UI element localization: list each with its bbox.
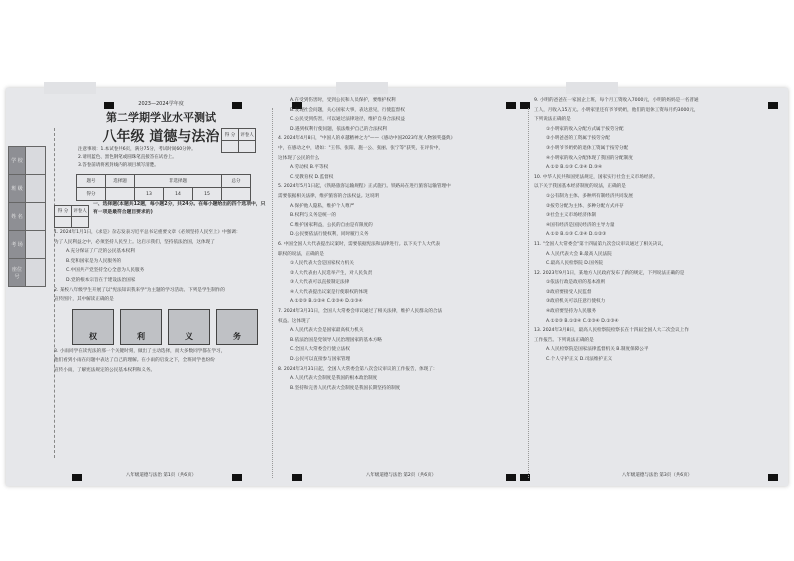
question-text: 13. 2024年3月8日，最高人民检察院检察长在十四届全国人大二次会议上作: [534, 328, 689, 334]
answer-option[interactable]: C.公民受到伤害，可以通过法律途径，维护自身合法权益: [290, 117, 405, 123]
answer-option[interactable]: ③人大代表可以直接制定法律: [290, 280, 350, 286]
question-text: 他们看到小雨在问题中表达了自己的理解。在小雨的启发之下，全班同学也纷纷: [54, 358, 215, 364]
answer-option[interactable]: ①小明家的收入分配方式属于按劳分配: [546, 126, 624, 132]
answer-option[interactable]: ③社会主义市场经济体制: [546, 213, 597, 219]
class-label: 班 级: [9, 175, 26, 203]
answer-option[interactable]: ④小明家的收入分配体现了我国的分配制度: [546, 155, 633, 161]
grader-cell[interactable]: [239, 141, 256, 153]
answer-option[interactable]: A.①②③ B.①②④ C.②③④ D.①③④: [290, 299, 363, 305]
part-score-box: [54, 205, 89, 228]
answer-option[interactable]: C.受教育权 D.监督权: [290, 174, 334, 180]
score-row-label: 得分: [77, 188, 106, 201]
exam-room-field[interactable]: [26, 231, 46, 259]
page-footer: 八年级道德与法治 第3页（共6页）: [621, 473, 693, 478]
poster-character: 权: [89, 331, 97, 341]
answer-option[interactable]: ①依法行政是政府的基本准则: [546, 280, 606, 286]
poster-character: 义: [185, 331, 193, 341]
score-question-number: 15: [193, 188, 222, 201]
paper-tab: [44, 82, 96, 94]
exam-paper-sheet: [6, 88, 788, 486]
poster-image: [72, 309, 114, 345]
part-score-label: 得 分: [55, 206, 72, 217]
question-text: 中，在感动之中，诸如："王伟、张阳、施一公、张丽、张宁等"获奖，在评价中，: [278, 145, 444, 151]
poster-images: [72, 309, 268, 345]
instruction-line: 注意事项：1.本试卷共6页，满分75分，考试时间60分钟。: [78, 147, 196, 152]
exam-room-label: 考 场: [9, 231, 26, 259]
answer-option[interactable]: D.公民要依法行使权利，同时履行义务: [290, 232, 369, 238]
question-text: 3. 小雨同学在读宪法的那一个关键时刻，做出了主动选择，而大多数同学都在学习，: [54, 348, 226, 354]
answer-option[interactable]: ④国有经济是国民经济的主导力量: [546, 222, 615, 228]
question-text: 6. 中国全国人大代表提出议案时，需要依据宪法和法律进行。以下关于人大代表: [278, 241, 441, 247]
answer-option[interactable]: D.公民可以直接参与国家管理: [290, 357, 351, 363]
page-2-column: [278, 96, 524, 481]
school-field[interactable]: [26, 147, 46, 175]
binding-strip: [6, 128, 55, 458]
answer-option[interactable]: ③政府机关可以任意行使权力: [546, 299, 606, 305]
answer-option[interactable]: ④人大代表提出议案是行使职权的体现: [290, 289, 368, 295]
exam-subject: 八年级 道德与法治: [102, 129, 220, 145]
answer-option[interactable]: ②人大代表由人民选举产生，对人民负责: [290, 270, 373, 276]
poster-character: 务: [233, 331, 241, 341]
score-cell[interactable]: [222, 141, 239, 153]
answer-option[interactable]: A.在受到伤害时，受到公民和人员保护，要维护权利: [290, 98, 396, 103]
answer-option[interactable]: A.劳动权 B.平等权: [290, 165, 329, 171]
paper-tab: [336, 82, 388, 94]
header-score-box: [221, 128, 256, 153]
grader-cell-label: 评卷人: [239, 129, 256, 141]
score-cell[interactable]: [106, 188, 135, 201]
question-text: 以下关于我国基本经济制度的说法，正确的是: [534, 184, 626, 190]
question-text: 10. 中华人民共和国宪法规定，国家实行社会主义市场经济。: [534, 174, 658, 180]
part-one-title: 一、选择题(本题共12题，每小题2分，共24分。在每小题给出的四个选项中，只有一项是最符合题目要求的): [93, 202, 266, 215]
answer-option[interactable]: C.最高人民检察院 D.国务院: [546, 261, 604, 267]
student-info-table: [8, 146, 46, 287]
answer-option[interactable]: B.权利与义务是统一的: [290, 213, 336, 219]
question-text: 2. 某校八年级学生开展了以"宪法知识我来学"为主题的学习活动。下列是学生制作的: [54, 287, 225, 293]
score-question-number: 14: [164, 188, 193, 201]
answer-option[interactable]: B.坚持和完善人民代表大会制度是我国长期坚持的制度: [290, 385, 401, 391]
question-text: 1. 2024年1月1日，《求是》杂志发表习近平总书记重要文章《必须坚持人民至上》中强调：: [54, 230, 241, 235]
question-text: 4. 2024年4月8日，"中国人的卓越精神之力"——《感动中国2023年度人物颁奖盛典》: [278, 136, 456, 142]
part-grader-label: 评卷人: [72, 206, 89, 217]
score-table-header: 总分: [222, 175, 251, 188]
page-footer: 八年级道德与法治 第1页（共6页）: [125, 473, 197, 478]
answer-option[interactable]: C.中国共产党坚持全心全意为人民服务: [66, 268, 145, 274]
score-table-header: 选择题: [106, 175, 135, 188]
question-text: 宣传图片，其中解读正确的是: [54, 297, 114, 303]
question-text: 8. 2024年3月31日起，全国人大常委会第八次会议审议的工作报告，体现了：: [278, 366, 438, 372]
answer-option[interactable]: A.①② B.①③ C.②④ D.③④: [546, 165, 603, 171]
answer-option[interactable]: B.党和国家是为人民服务的: [66, 258, 122, 264]
question-text: 下列说法正确的是: [534, 117, 571, 123]
answer-option[interactable]: ①人民代表大会是国家权力机关: [290, 261, 354, 267]
answer-option[interactable]: B.发现社会问题，关心国家大事，表达意见，行使监督权: [290, 107, 405, 113]
part-one-header: [54, 201, 268, 228]
answer-option[interactable]: A.保护他人隐私，维护个人尊严: [290, 203, 355, 209]
name-label: 姓 名: [9, 203, 26, 231]
answer-option[interactable]: A.①② B.①③ C.②④ D.①②③: [546, 232, 607, 238]
part-score-cell[interactable]: [55, 217, 72, 228]
answer-option[interactable]: ②按劳分配为主体、多种分配方式并存: [546, 203, 624, 209]
answer-option[interactable]: A.人民代表大会 B.最高人民法院: [546, 251, 612, 257]
seat-number-label: 座位号: [9, 259, 26, 287]
answer-option[interactable]: A.人民检察院是国家法律监督机关 B.制度保障公平: [546, 347, 649, 353]
score-cell[interactable]: [222, 188, 251, 201]
answer-option[interactable]: C.全国人大常委会行使立法权: [290, 347, 350, 353]
answer-option[interactable]: C.个人守护正义 D.司法维护正义: [546, 357, 613, 363]
page-1-column: [54, 96, 268, 481]
poster-image: [120, 309, 162, 345]
answer-option[interactable]: ②政府要接受人民监督: [546, 289, 592, 295]
score-cell-label: 得 分: [222, 129, 239, 141]
answer-option[interactable]: D.党的根本宗旨在于建设法治国家: [66, 277, 136, 283]
class-field[interactable]: [26, 175, 46, 203]
question-text: 12. 2023年9月1日，某地方人民政府发布了新的规定，下列说法正确的是: [534, 270, 685, 276]
part-grader-cell[interactable]: [72, 217, 89, 228]
question-text: 权益。这体现了: [278, 318, 311, 324]
page-divider: [272, 108, 273, 478]
exam-title: 第二学期学业水平测试: [106, 111, 216, 124]
answer-option[interactable]: ③小明爷爷奶奶的退休工资属于按劳分配: [546, 145, 629, 151]
name-field[interactable]: [26, 203, 46, 231]
score-table-header: 题号: [77, 175, 106, 188]
answer-option[interactable]: C.维护国家利益，公民的自由是有限度的: [290, 222, 373, 228]
school-label: 学 校: [9, 147, 26, 175]
answer-option[interactable]: A.①②③ B.①②④ C.②③④ D.①③④: [546, 318, 619, 324]
score-summary-table: [76, 174, 251, 201]
page-divider: [528, 108, 529, 478]
answer-option[interactable]: A.充分保证了广泛的公民基本权利: [66, 249, 135, 255]
question-text: 需要依据相关法律，维护旅客的合法权益。这说明: [278, 193, 380, 199]
school-year: 2023—2024学年度: [138, 101, 184, 107]
answer-option[interactable]: ④政府要坚持为人民服务: [546, 309, 597, 315]
question-text: 9. 小明的爸爸在一家国企上班，每个月工资收入7000元，小明的妈妈是一名普通: [534, 98, 699, 103]
answer-option[interactable]: A.人民代表大会是国家最高权力机关: [290, 328, 364, 334]
poster-image: [216, 309, 258, 345]
question-text: 职权的说法，正确的是: [278, 251, 324, 257]
question-text: 11. "全国人大常委会"第十四届第九次会议审议通过了相关决议，: [534, 241, 667, 247]
question-text: 这体现了公民的什么: [278, 155, 320, 161]
answer-option[interactable]: D.遇到权利行使问题，依法维护自己的合法权利: [290, 126, 387, 132]
page-3-column: [534, 96, 780, 481]
question-text: 为了人民利益之中，必须坚持人民至上。这启示我们，坚持依法治国，这体现了: [54, 239, 215, 245]
question-text: 工人，月收入15万元。小明家里还有爷爷奶奶，他们的退休工资每月约3000元，: [534, 107, 699, 113]
page-footer: 八年级道德与法治 第2页（共6页）: [365, 473, 437, 478]
poster-image: [168, 309, 210, 345]
answer-option[interactable]: B.依法治国是党领导人民治理国家的基本方略: [290, 337, 382, 343]
answer-option[interactable]: ①公有制为主体、多种所有制经济共同发展: [546, 193, 633, 199]
answer-option[interactable]: A.人民代表大会制度是我国的根本政治制度: [290, 376, 378, 382]
paper-tab: [566, 82, 618, 94]
answer-option[interactable]: ②小明爸爸的工资属于按劳分配: [546, 136, 610, 142]
question-text: 工作报告。下列说法正确的是: [534, 337, 594, 343]
question-text: 7. 2024年3月31日，全国人大常委会审议通过了相关法律，维护人民群众的合法: [278, 309, 443, 315]
instruction-line: 3.答卷前请将密封线内的项目填写清楚。: [78, 163, 159, 168]
seat-number-field[interactable]: [26, 259, 46, 287]
question-text: 宣传小雨，了解宪法规定的公民基本权利和义务。: [54, 367, 156, 373]
question-text: 5. 2024年5月1日起，《铁路旅客运输规程》正式施行。铁路局在进行旅客运输管理中: [278, 184, 451, 190]
score-question-number: 13: [135, 188, 164, 201]
score-table-header: 非选择题: [135, 175, 222, 188]
poster-character: 利: [137, 331, 145, 341]
instruction-line: 2.请用蓝色、黑色钢笔或圆珠笔直接答在试卷上。: [78, 155, 177, 160]
